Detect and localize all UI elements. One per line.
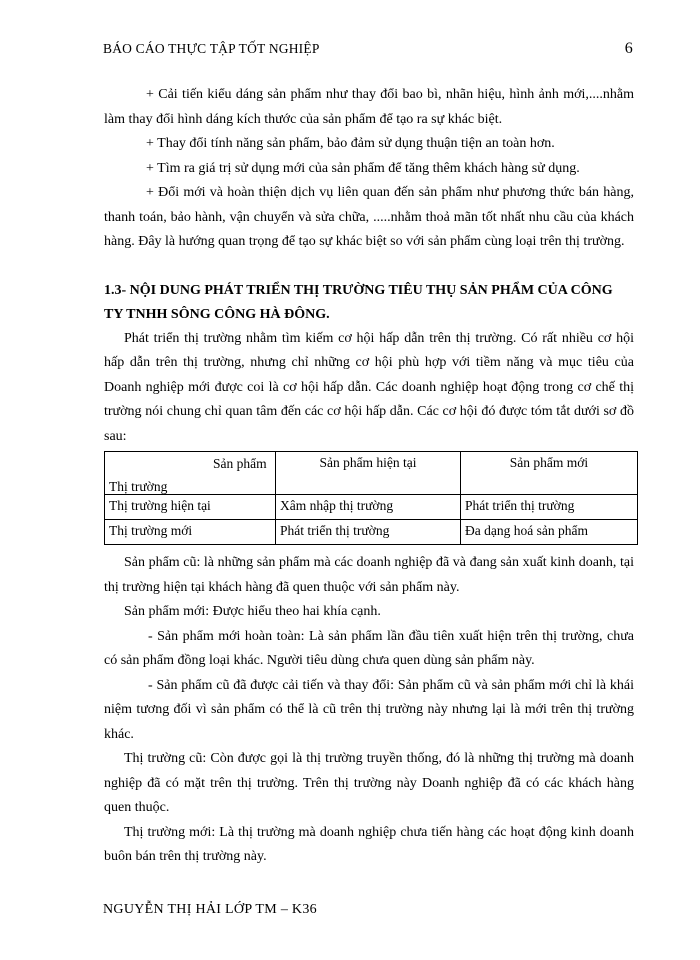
corner-market-label: Thị trường <box>109 479 168 494</box>
definition-paragraph: Sản phẩm cũ: là những sản phẩm mà các doanh nghiệp đã và đang sản xuất kinh doanh, tại thị trường hiện tại khách hàng đã quen thuộc với sản phẩm này. <box>104 555 634 595</box>
column-header: Sản phẩm hiện tại <box>276 452 461 495</box>
bullet-paragraph: + Đổi mới và hoàn thiện dịch vụ liên quan đến sản phẩm như phương thức bán hàng, thanh toán, bảo hành, vận chuyển và sửa chữa, .....nhằm thoả mãn tốt nhất nhu cầu của khách hàng. Đây là hướng quan trọng để tạo sự khác biệt so với sản phẩm cùng loại trên thị trường. <box>104 185 634 249</box>
corner-cell <box>105 452 276 495</box>
bullet-paragraph: + Cải tiến kiểu dáng sản phẩm như thay đổi bao bì, nhãn hiệu, hình ảnh mới,....nhằm làm thay đổi hình dáng kích thước của sản phẩm để tạo ra sự khác biệt. <box>104 87 634 127</box>
section-heading: 1.3- NỘI DUNG PHÁT TRIỂN THỊ TRƯỜNG TIÊU THỤ SẢN PHẨM CỦA CÔNG TY TNHH SÔNG CÔNG HÀ ĐÔNG. <box>104 282 613 322</box>
table-cell: Phát triển thị trường <box>276 520 461 545</box>
definition-paragraph: Thị trường cũ: Còn được gọi là thị trường truyền thống, đó là những thị trường mà doanh nghiệp đã có mặt trên thị trường. Trên thị trường này Doanh nghiệp đã có các khách hàng quen thuộc. <box>104 751 634 815</box>
page-header <box>103 40 633 58</box>
product-market-matrix <box>104 451 638 545</box>
table-header-row <box>105 452 638 495</box>
definition-paragraph: Thị trường mới: Là thị trường mà doanh nghiệp chưa tiến hàng các hoạt động kinh doanh buôn bán trên thị trường này. <box>104 824 634 864</box>
table-cell: Phát triển thị trường <box>461 495 638 520</box>
page-footer: NGUYỄN THỊ HẢI LỚP TM – K36 <box>103 902 317 917</box>
corner-product-label: Sản phẩm <box>213 456 267 471</box>
definition-paragraph: - Sản phẩm mới hoàn toàn: Là sản phẩm lần đầu tiên xuất hiện trên thị trường, chưa có sản phẩm đồng loại khác. Người tiêu dùng chưa quen dùng sản phẩm này. <box>104 628 634 668</box>
row-header: Thị trường mới <box>105 520 276 545</box>
table-cell: Xâm nhập thị trường <box>276 495 461 520</box>
page-content <box>104 83 634 870</box>
column-header: Sản phẩm mới <box>461 452 638 495</box>
row-header: Thị trường hiện tại <box>105 495 276 520</box>
bullet-paragraph: + Thay đổi tính năng sản phẩm, bảo đảm sử dụng thuận tiện an toàn hơn. <box>146 136 555 151</box>
table-row <box>105 495 638 520</box>
definition-paragraph: - Sản phẩm cũ đã được cải tiến và thay đổi: Sản phẩm cũ và sản phẩm mới chỉ là khái niệm tương đối vì sản phẩm có thể là cũ trên thị trường này nhưng lại là mới trên thị trường khác. <box>104 677 634 742</box>
definition-paragraph: Sản phẩm mới: Được hiểu theo hai khía cạnh. <box>124 604 381 619</box>
table-row <box>105 520 638 545</box>
report-title: BÁO CÁO THỰC TẬP TỐT NGHIỆP <box>103 41 320 56</box>
table-cell: Đa dạng hoá sản phẩm <box>461 520 638 545</box>
page-number: 6 <box>624 40 633 57</box>
section-intro: Phát triển thị trường nhằm tìm kiếm cơ hội hấp dẫn trên thị trường. Có rất nhiều cơ hội hấp dẫn trên thị trường, nhưng chỉ những cơ hội phù hợp với tiềm năng và mục tiêu của Doanh nghiệp mới được coi là cơ hội hấp dẫn. Các doanh nghiệp hoạt động trong cơ chế thị trường nói chung chỉ quan tâm đến các cơ hội hấp dẫn. Các cơ hội đó được tóm tắt dưới sơ đồ sau: <box>104 330 634 444</box>
bullet-paragraph: + Tìm ra giá trị sử dụng mới của sản phẩm để tăng thêm khách hàng sử dụng. <box>146 160 580 176</box>
